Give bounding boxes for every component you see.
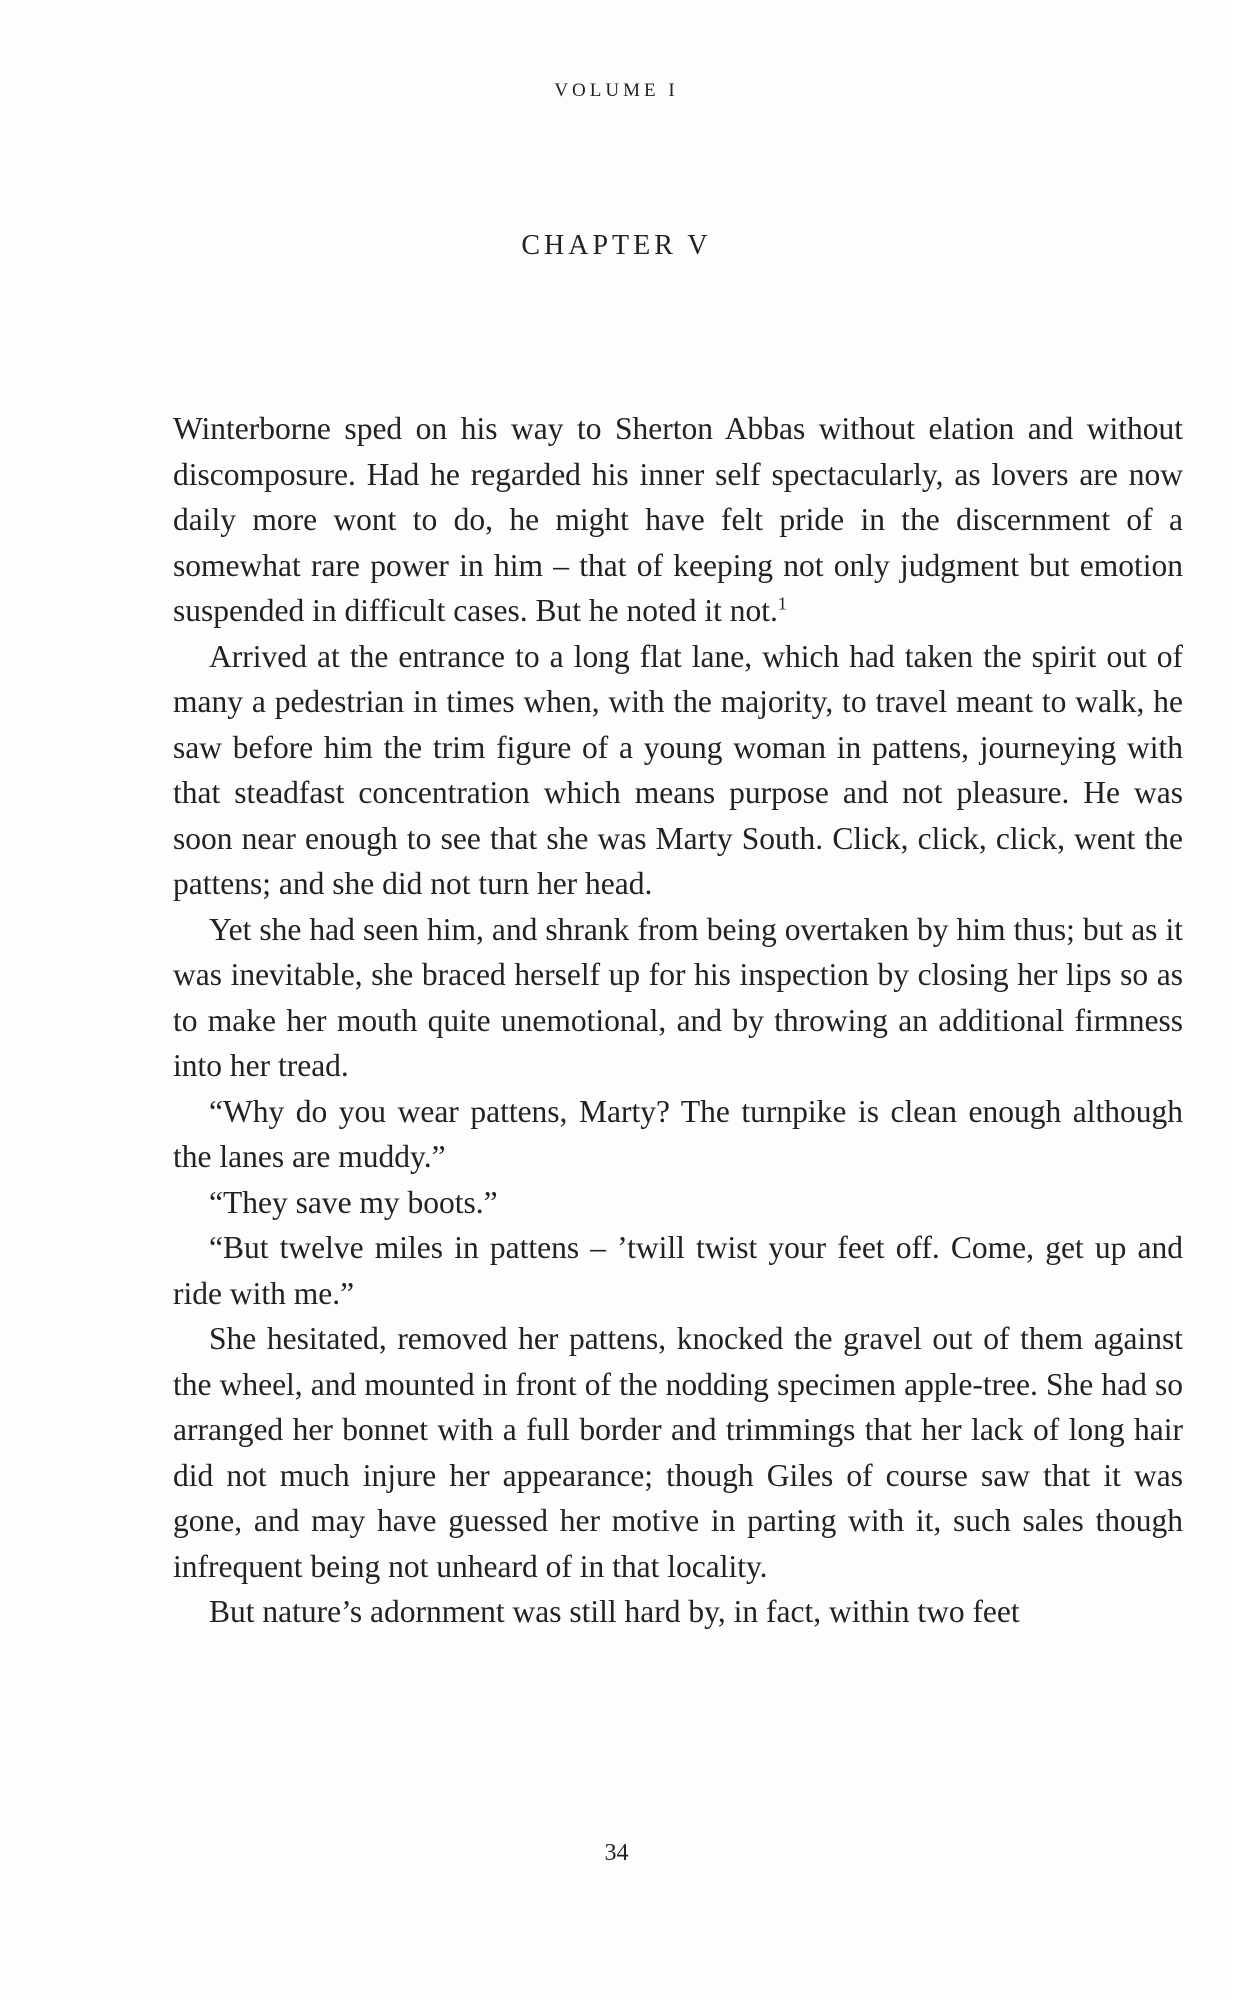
paragraph-1-text: Winterborne sped on his way to Sherton Abbas without elation and without discomposure. Had he regarded his inner self spectacularly, as lovers are now daily more wont to do, he might have felt pride in the discernment of a somewhat rare power in him – that of keeping not only judgment but emotion suspended in difficult cases. But he noted it not.	[173, 411, 1183, 628]
paragraph-2: Arrived at the entrance to a long flat lane, which had taken the spirit out of many a pedestrian in times when, with the majority, to travel meant to walk, he saw before him the trim figure of a young woman in pattens, journeying with that steadfast concentration which means purpose and not pleasure. He was soon near enough to see that she was Marty South. Click, click, click, went the pattens; and she did not turn her head.	[173, 638, 1183, 901]
paragraph-5: “They save my boots.”	[209, 1184, 498, 1220]
running-head: VOLUME I	[554, 80, 679, 101]
body-text	[173, 406, 1183, 1635]
paragraph-7: She hesitated, removed her pattens, knocked the gravel out of them against the wheel, and mounted in front of the nodding specimen apple-tree. She had so arranged her bonnet with a full border and trimmings that her lack of long hair did not much injure her appearance; though Giles of course saw that it was gone, and may have guessed her motive in parting with it, such sales though infrequent being not unheard of in that locality.	[173, 1321, 1183, 1584]
paragraph-6: “But twelve miles in pattens – ’twill twist your feet off. Come, get up and ride with me.”	[173, 1230, 1183, 1311]
paragraph-1	[173, 406, 1183, 634]
paragraph-4: “Why do you wear pattens, Marty? The turnpike is clean enough although the lanes are muddy.”	[173, 1093, 1183, 1174]
paragraph-3: Yet she had seen him, and shrank from being overtaken by him thus; but as it was inevitable, she braced herself up for his inspection by closing her lips so as to make her mouth quite unemotional, and by throwing an additional firmness into her tread.	[173, 911, 1183, 1083]
footnote-ref[interactable]: 1	[777, 593, 787, 614]
chapter-title: CHAPTER V	[521, 230, 712, 261]
paragraph-8: But nature’s adornment was still hard by, in fact, within two feet	[209, 1594, 1020, 1629]
page-number: 34	[604, 1840, 629, 1866]
